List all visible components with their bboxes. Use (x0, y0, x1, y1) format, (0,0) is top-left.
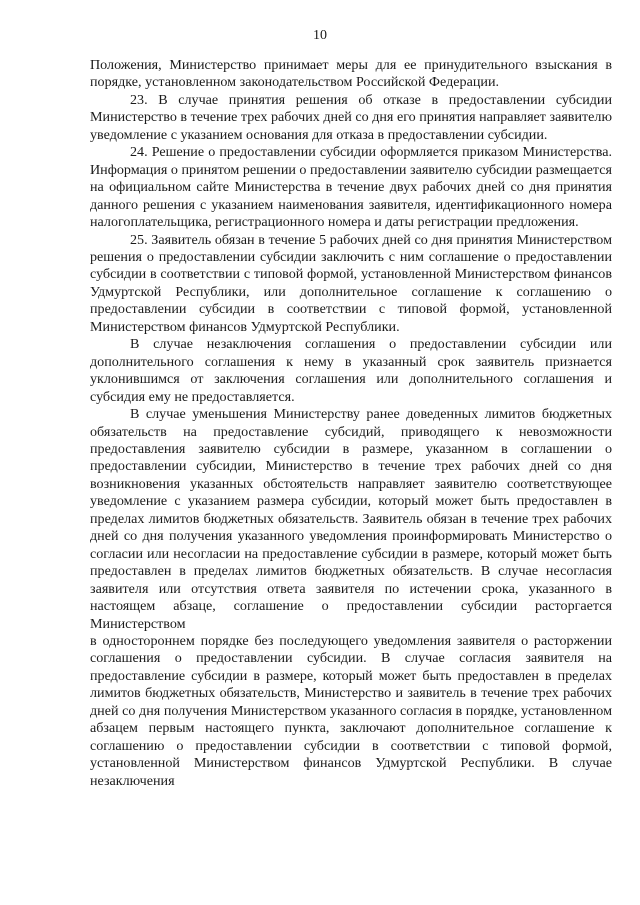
paragraph-item-24: 24. Решение о предоставлении субсидии оформляется приказом Министерства. Информация о принятом решении о предоставлении заявителю субсидии размещается на официальном сайте Министерства в течение двух рабочих дней со дня принятия данного решения с указанием наименования заявителя, идентификационного номера налогоплательщика, регистрационного номера и даты регистрации предложения. (90, 144, 612, 231)
paragraph-item-25: 25. Заявитель обязан в течение 5 рабочих дней со дня принятия Министерством решения о предоставлении субсидии заключить с ним соглашение о предоставлении субсидии в соответствии с типовой формой, установленной Министерством финансов Удмуртской Республики, или дополнительное соглашение к соглашению о предоставлении субсидии в соответствии с типовой формой, установленной Министерством финансов Удмуртской Республики. (90, 231, 612, 335)
paragraph-continuation: Положения, Министерство принимает меры для ее принудительного взыскания в порядке, установленном законодательством Российской Федерации. (90, 57, 612, 91)
paragraph-unilateral-termination: в одностороннем порядке без последующего уведомления заявителя о расторжении соглашения о предоставлении субсидии. В случае согласия заявителя на предоставление субсидии в размере, который может быть предоставлен в пределах лимитов бюджетных обязательств, Министерство и заявитель в течение трех рабочих дней со дня получения Министерством указанного согласия в порядке, установленном абзацем первым настоящего пункта, заключают дополнительное соглашение к соглашению о предоставлении субсидии в соответствии с типовой формой, установленной Министерством финансов Удмуртской Республики. В случае незаключения (90, 632, 612, 789)
paragraph-non-conclusion: В случае незаключения соглашения о предоставлении субсидии или дополнительного соглашения к нему в указанный срок заявитель признается уклонившимся от заключения соглашения или дополнительного соглашения и субсидия ему не предоставляется. (90, 336, 612, 405)
document-body (90, 57, 612, 790)
paragraph-limits-reduction: В случае уменьшения Министерству ранее доведенных лимитов бюджетных обязательств на предоставление субсидий, приводящего к невозможности предоставления заявителю субсидии в размере, указанном в соглашении о предоставлении субсидии, Министерство в течение трех рабочих дней со дня возникновения указанных обстоятельств направляет заявителю соответствующее уведомление с указанием размера субсидии, который может быть предоставлен в пределах лимитов бюджетных обязательств. Заявитель обязан в течение трех рабочих дней со дня получения указанного уведомления проинформировать Министерство о согласии или несогласии на предоставление субсидии в размере, который может быть предоставлен в пределах лимитов бюджетных обязательств. В случае несогласия заявителя или отсутствия ответа заявителя по истечении срока, указанного в настоящем абзаце, соглашение о предоставлении субсидии расторгается Министерством (90, 406, 612, 632)
paragraph-item-23: 23. В случае принятия решения об отказе в предоставлении субсидии Министерство в течение трех рабочих дней со дня его принятия направляет заявителю уведомление с указанием основания для отказа в предоставлении субсидии. (90, 91, 612, 143)
page-number: 10 (313, 28, 327, 43)
